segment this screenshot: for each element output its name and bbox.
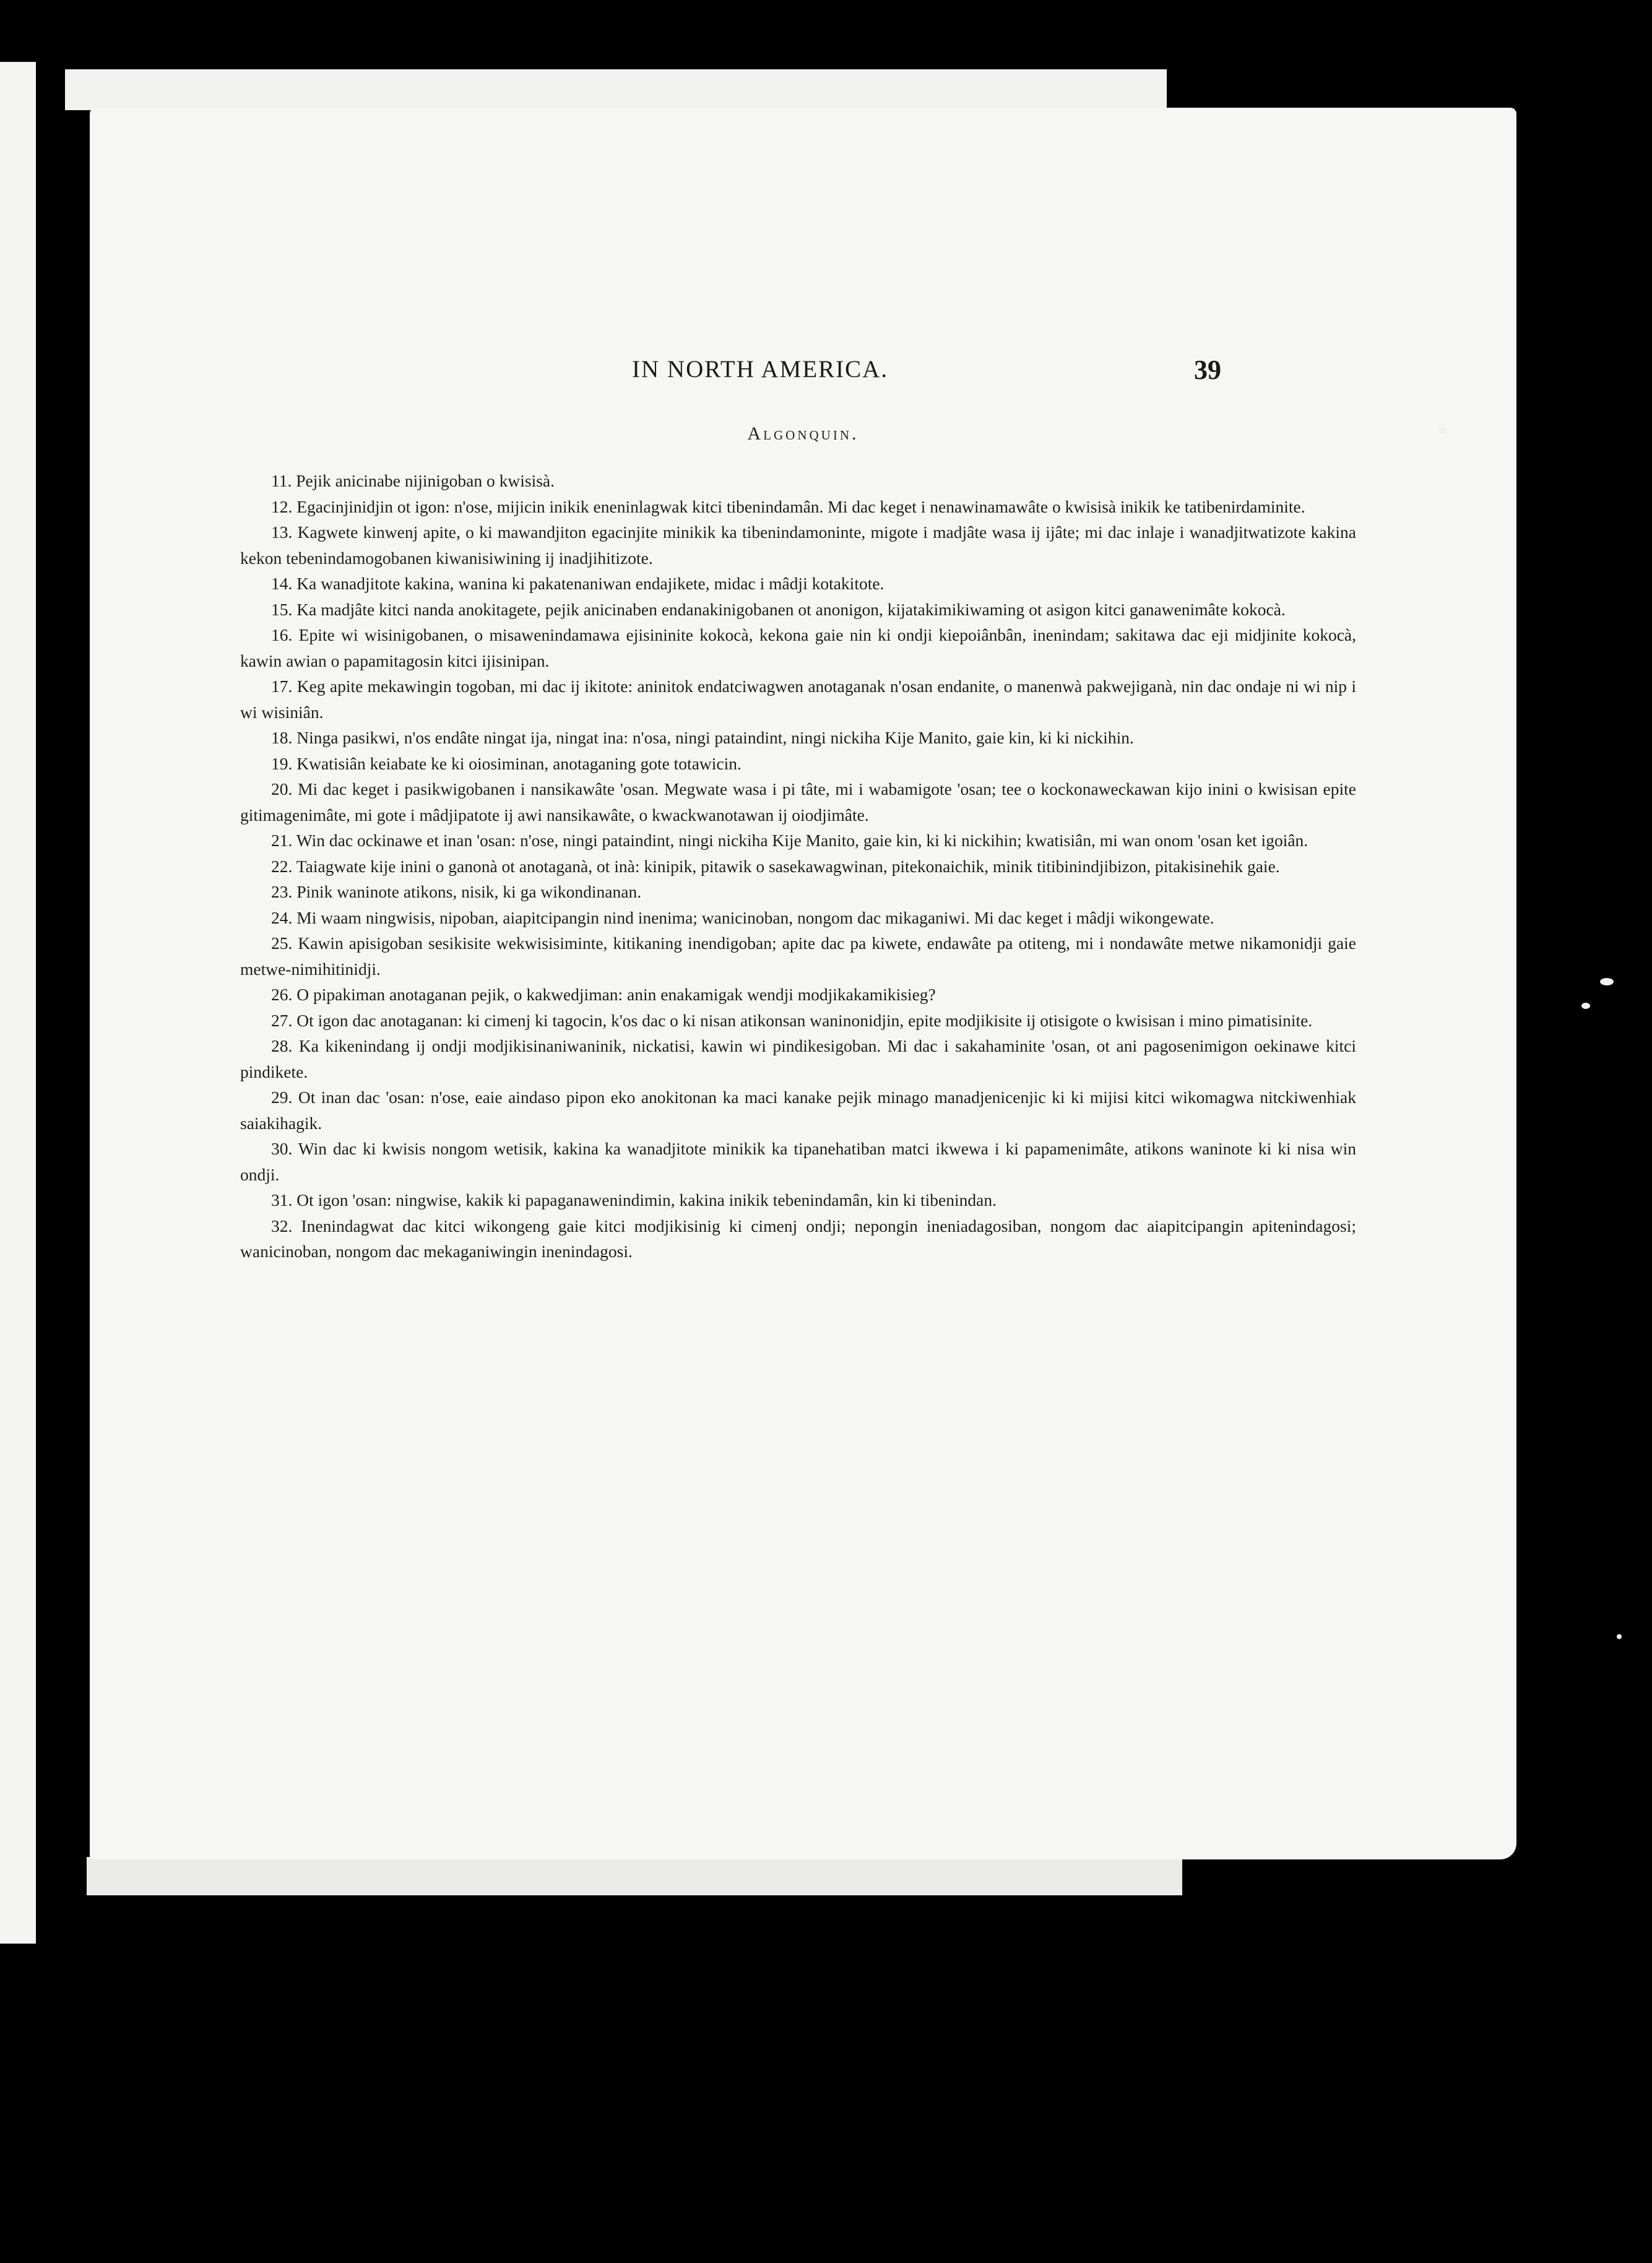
background-speck [1617, 1634, 1622, 1639]
background-speck [1600, 978, 1614, 985]
verse: 24. Mi waam ningwisis, nipoban, aiapitcipangin nind inenima; wanicinoban, nongom dac mikaganiwi. Mi dac keget i mâdji wikongewate. [271, 907, 1214, 927]
verse: 31. Ot igon 'osan: ningwise, kakik ki papaganawenindimin, kakina inikik tebenindamân, kin ki tibenindan. [271, 1190, 997, 1209]
verse: 28. Ka kikenindang ij ondji modjikisinaniwaninik, nickatisi, kawin wi pindikesigoban. Mi dac i sakahaminite 'osan, ot ani pagosenimigon oekinawe kitci pindikete. [240, 1036, 1356, 1081]
verse-list [240, 468, 1356, 1265]
verse: 14. Ka wanadjitote kakina, wanina ki pakatenaniwan endajikete, midac i mâdji kotakitote. [271, 574, 884, 593]
verse: 17. Keg apite mekawingin togoban, mi dac ij ikitote: aninitok endatciwagwen anotaganak n'osan endanite, o manenwà pakwejiganà, nin dac ondaje ni wi nip i wi wisiniân. [240, 677, 1356, 722]
verse: 25. Kawin apisigoban sesikisite wekwisisiminte, kitikaning inendigoban; apite dac pa kiwete, endawâte pa otiteng, mi i nondawâte metwe nikamonidji gaie metwe-nimihitinidji. [240, 933, 1356, 979]
background-speck [1439, 427, 1445, 433]
top-paper-strip [65, 69, 1167, 110]
bottom-paper-strip [87, 1857, 1182, 1895]
verse: 16. Epite wi wisinigobanen, o misawenindamawa ejisininite kokocà, kekona gaie nin ki ondji kiepoiânbân, inenindam; sakitawa dac eji midjinite kokocà, kawin awian o papamitagosin kitci ijisinipan. [240, 625, 1356, 670]
verse: 13. Kagwete kinwenj apite, o ki mawandjiton egacinjite minikik ka tibenindamoninte, migote i madjâte wasa ij ijâte; mi dac inlaje i wanadjitwatizote kakina kekon tebenindamogobanen kiwanisiwining ij inadjihitizote. [240, 522, 1356, 568]
verse: 11. Pejik anicinabe nijinigoban o kwisisà. [271, 471, 555, 490]
left-page-edge [0, 62, 36, 1944]
verse: 22. Taiagwate kije inini o ganonà ot anotaganà, ot inà: kinipik, pitawik o sasekawagwinan, pitekonaichik, minik titibinindjibizon, pitakisinehik gaie. [271, 856, 1280, 876]
verse: 23. Pinik waninote atikons, nisik, ki ga wikondinanan. [271, 882, 642, 901]
section-title: Algonquin. [747, 423, 859, 444]
verse: 27. Ot igon dac anotaganan: ki cimenj ki tagocin, k'os dac o ki nisan atikonsan waninonidjin, epite modjikisite ij otisigote o kwisisan i mino pimatisinite. [271, 1010, 1313, 1030]
verse: 29. Ot inan dac 'osan: n'ose, eaie aindaso pipon eko anokitonan ka maci kanake pejik minago manadjenicenjic ki ki mijisi kitci wikomagwa nitckiwenhiak saiakihagik. [240, 1088, 1356, 1133]
verse: 21. Win dac ockinawe et inan 'osan: n'ose, ningi pataindint, ningi nickiha Kije Manito, gaie kin, ki ki nickihin; kwatisiân, mi wan onom 'osan ket igoiân. [271, 831, 1308, 850]
background-speck [1581, 1003, 1590, 1009]
verse: 15. Ka madjâte kitci nanda anokitagete, pejik anicinaben endanakinigobanen ot anonigon, kijatakimikiwaming ot asigon kitci ganawenimâte kokocà. [271, 599, 1286, 619]
verse: 30. Win dac ki kwisis nongom wetisik, kakina ka wanadjitote minikik ka tipanehatiban matci ikwewa i ki papamenimâte, atikons waninote ki ki nisa win ondji. [240, 1139, 1356, 1184]
book-page [90, 108, 1516, 1859]
page-header [90, 355, 1516, 392]
verse: 26. O pipakiman anotaganan pejik, o kakwedjiman: anin enakamigak wendji modjikakamikisieg? [271, 985, 936, 1004]
verse: 19. Kwatisiân keiabate ke ki oiosiminan, anotaganing gote totawicin. [271, 753, 742, 773]
verse: 18. Ninga pasikwi, n'os endâte ningat ija, ningat ina: n'osa, ningi pataindint, ningi nickiha Kije Manito, gaie kin, ki ki nickihin. [271, 728, 1134, 747]
verse: 20. Mi dac keget i pasikwigobanen i nansikawâte 'osan. Megwate wasa i pi tâte, mi i wabamigote 'osan; tee o kockonaweckawan kijo inini o kwisisan epite gitimagenimâte, mi gote i mâdjipatote ij awi nansikawâte, o kwackwanotawan ij oiodjimâte. [240, 779, 1356, 824]
verse: 32. Inenindagwat dac kitci wikongeng gaie kitci modjikisinig ki cimenj ondji; nepongin ineniadagosiban, nongom dac aiapitcipangin apitenindagosi; wanicinoban, nongom dac mekaganiwingin inenindagosi. [240, 1216, 1356, 1261]
page-number: 39 [1194, 355, 1221, 385]
running-head: IN NORTH AMERICA. [632, 356, 889, 383]
verse: 12. Egacinjinidjin ot igon: n'ose, mijicin inikik eneninlagwak kitci tibenindamân. Mi dac keget i nenawinamawâte o kwisisà inikik ke tatibenirdaminite. [271, 496, 1305, 516]
